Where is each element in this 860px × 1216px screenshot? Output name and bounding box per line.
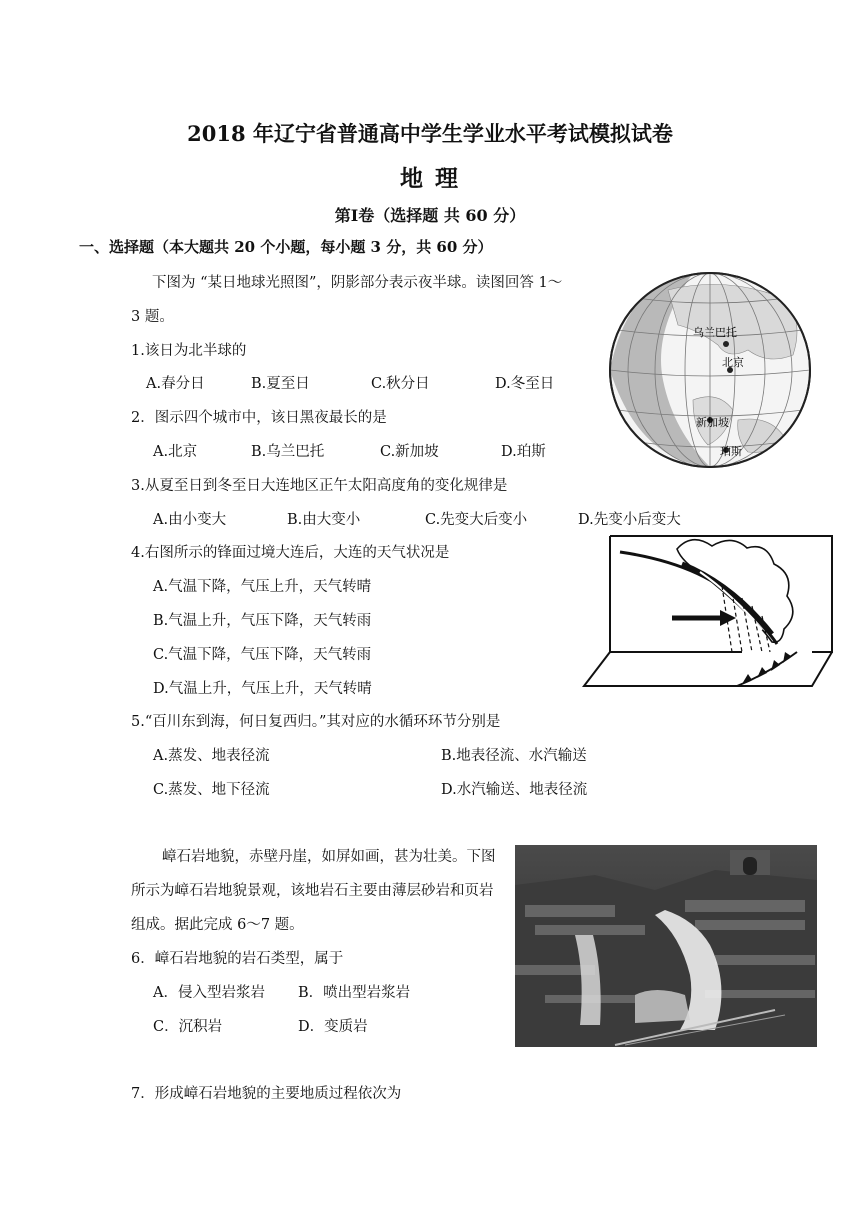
part-heading: 一、选择题（本大题共 20 个小题，每小题 3 分，共 60 分） <box>79 238 493 256</box>
q3-stem: 3.从夏至日到冬至日大连地区正午太阳高度角的变化规律是 <box>131 478 508 494</box>
q3-option-d: D.先变小后变大 <box>578 512 681 528</box>
q6-option-b: B．喷出型岩浆岩 <box>298 985 411 1001</box>
q1-option-a: A.春分日 <box>146 376 205 392</box>
subject-title: 地 理 <box>399 165 460 192</box>
intro2-line2: 所示为嶂石岩地貌景观，该地岩石主要由薄层砂岩和页岩 <box>131 883 494 899</box>
q1-option-d: D.冬至日 <box>495 376 555 392</box>
q1-option-c: C.秋分日 <box>371 376 430 392</box>
q4-option-d: D.气温上升，气压上升，天气转晴 <box>153 681 372 697</box>
intro2-line3: 组成。据此完成 6～7 题。 <box>131 917 304 933</box>
front-diagram-figure <box>582 534 834 692</box>
q5-stem: 5.“百川东到海，何日复西归。”其对应的水循环环节分别是 <box>131 714 501 730</box>
q2-option-a: A.北京 <box>153 444 198 460</box>
q7-stem: 7．形成嶂石岩地貌的主要地质过程依次为 <box>131 1086 402 1102</box>
q2-option-b: B.乌兰巴托 <box>251 444 325 460</box>
q3-option-a: A.由小变大 <box>153 512 227 528</box>
label-ulaanbaatar: 乌兰巴托 <box>693 326 737 339</box>
q6-option-d: D．变质岩 <box>298 1019 368 1035</box>
q5-option-c: C.蒸发、地下径流 <box>153 782 270 798</box>
label-singapore: 新加坡 <box>696 416 729 429</box>
cloud-shape <box>677 540 793 643</box>
q5-option-a: A.蒸发、地表径流 <box>153 748 270 764</box>
q6-option-c: C．沉积岩 <box>153 1019 223 1035</box>
q4-option-a: A.气温下降，气压上升，天气转晴 <box>153 579 372 595</box>
globe-illumination-figure <box>598 270 818 470</box>
label-beijing: 北京 <box>722 356 744 369</box>
q6-stem: 6．嶂石岩地貌的岩石类型，属于 <box>131 951 344 967</box>
section-title: 第Ⅰ卷（选择题 共 60 分） <box>334 206 526 225</box>
intro2-line1: 嶂石岩地貌，赤壁丹崖，如屏如画，甚为壮美。下图 <box>162 849 496 865</box>
q1-stem: 1.该日为北半球的 <box>131 343 247 359</box>
q4-stem: 4.右图所示的锋面过境大连后，大连的天气状况是 <box>131 545 450 561</box>
q1-option-b: B.夏至日 <box>251 376 310 392</box>
q6-option-a: A．侵入型岩浆岩 <box>153 985 265 1001</box>
q3-option-c: C.先变大后变小 <box>425 512 528 528</box>
q4-option-c: C.气温下降，气压下降，天气转雨 <box>153 647 372 663</box>
label-perth: 珀斯 <box>720 445 742 458</box>
q2-option-c: C.新加坡 <box>380 444 439 460</box>
q4-option-b: B.气温上升，气压下降，天气转雨 <box>153 613 372 629</box>
intro1-line1: 下图为 “某日地球光照图”，阴影部分表示夜半球。读图回答 1～ <box>152 275 563 291</box>
zhangshiyan-landform-photo <box>515 845 817 1047</box>
q5-option-b: B.地表径流、水汽输送 <box>441 748 587 764</box>
q5-option-d: D.水汽输送、地表径流 <box>441 782 588 798</box>
exam-title: 2018 年辽宁省普通高中学生学业水平考试模拟试卷 <box>187 121 673 146</box>
q3-option-b: B.由大变小 <box>287 512 361 528</box>
intro1-line2: 3 题。 <box>131 309 174 325</box>
q2-option-d: D.珀斯 <box>501 444 546 460</box>
q2-stem: 2．图示四个城市中，该日黑夜最长的是 <box>131 410 387 426</box>
